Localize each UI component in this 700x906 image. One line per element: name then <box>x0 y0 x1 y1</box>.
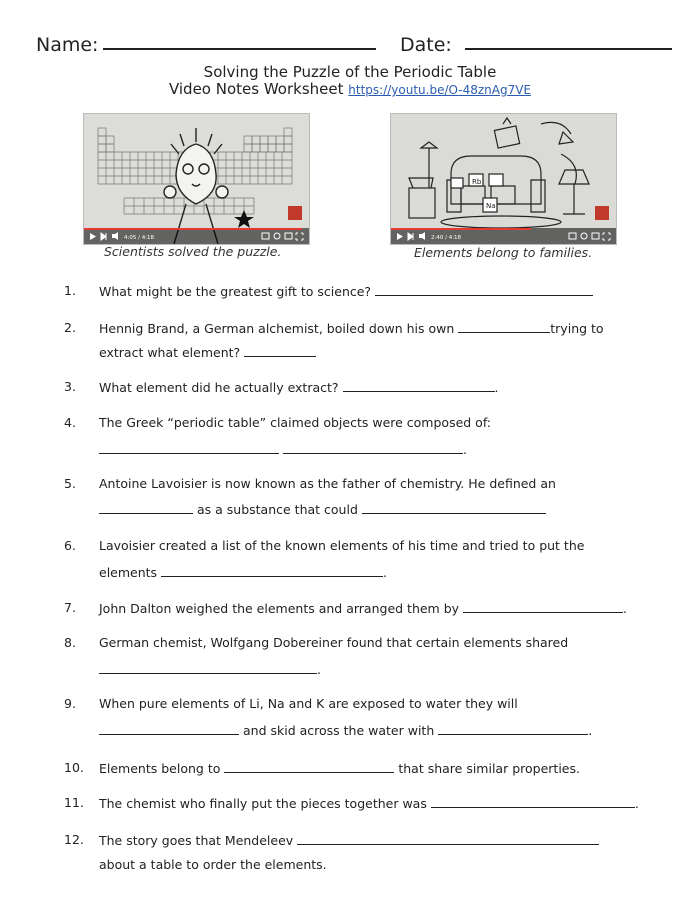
video-time-1: 4:05 / 4:18 <box>124 235 155 241</box>
answer-blank[interactable] <box>362 500 546 514</box>
question-text: Antoine Lavoisier is now known as the father of chemistry. He defined an <box>99 476 556 491</box>
image-caption-2: Elements belong to families. <box>414 245 593 260</box>
answer-blank[interactable] <box>161 563 383 577</box>
answer-blank[interactable] <box>99 721 239 735</box>
question-text: What element did he actually extract? <box>99 380 339 395</box>
question-text: German chemist, Wolfgang Dobereiner found that certain elements shared <box>99 635 569 650</box>
question-text: John Dalton weighed the elements and arranged them by <box>99 601 460 616</box>
question-text: When pure elements of Li, Na and K are exposed to water they will <box>99 696 518 711</box>
name-field[interactable] <box>103 48 376 50</box>
video-screenshot-periodic-table <box>83 113 310 245</box>
answer-blank[interactable] <box>244 343 316 357</box>
answer-blank[interactable] <box>99 660 317 674</box>
answer-blank[interactable] <box>343 378 495 392</box>
question-text: trying to <box>550 321 604 336</box>
image-caption-1: Scientists solved the puzzle. <box>104 244 282 259</box>
question-text: elements <box>99 565 158 580</box>
answer-blank[interactable] <box>99 440 279 454</box>
answer-blank[interactable] <box>283 440 463 454</box>
question-text: Lavoisier created a list of the known elements of his time and tried to put the <box>99 538 585 553</box>
video-time-2: 2:40 / 4:18 <box>431 235 462 241</box>
question-text: as a substance that could <box>196 502 358 517</box>
answer-blank[interactable] <box>438 721 588 735</box>
answer-blank[interactable] <box>375 282 593 296</box>
question-text: that share similar properties. <box>398 761 580 776</box>
svg-text:Na: Na <box>486 202 496 210</box>
answer-blank[interactable] <box>297 831 599 845</box>
video-link[interactable]: https://youtu.be/O-48znAg7VE <box>348 83 532 97</box>
question-text: about a table to order the elements. <box>99 857 327 872</box>
answer-blank[interactable] <box>224 759 394 773</box>
video-screenshot-element-families <box>390 113 617 245</box>
question-text: The Greek “periodic table” claimed objects were composed of: <box>99 415 491 430</box>
answer-blank[interactable] <box>458 319 550 333</box>
worksheet-title: Solving the Puzzle of the Periodic Table <box>203 63 497 81</box>
svg-text:Rb: Rb <box>472 178 482 186</box>
question-text: Elements belong to <box>99 761 221 776</box>
worksheet-subtitle <box>0 81 700 99</box>
answer-blank[interactable] <box>431 794 635 808</box>
question-text: and skid across the water with <box>242 723 435 738</box>
question-text: extract what element? <box>99 345 241 360</box>
question-text: The chemist who finally put the pieces together was <box>99 796 427 811</box>
answer-blank[interactable] <box>463 599 623 613</box>
date-field[interactable] <box>465 48 672 50</box>
date-label: Date: <box>400 34 452 56</box>
question-text: What might be the greatest gift to science? <box>99 284 372 299</box>
question-text: The story goes that Mendeleev <box>99 833 294 848</box>
name-label: Name: <box>36 34 99 56</box>
question-text: Hennig Brand, a German alchemist, boiled down his own <box>99 321 455 336</box>
answer-blank[interactable] <box>99 500 193 514</box>
subtitle-text: Video Notes Worksheet <box>168 80 344 98</box>
